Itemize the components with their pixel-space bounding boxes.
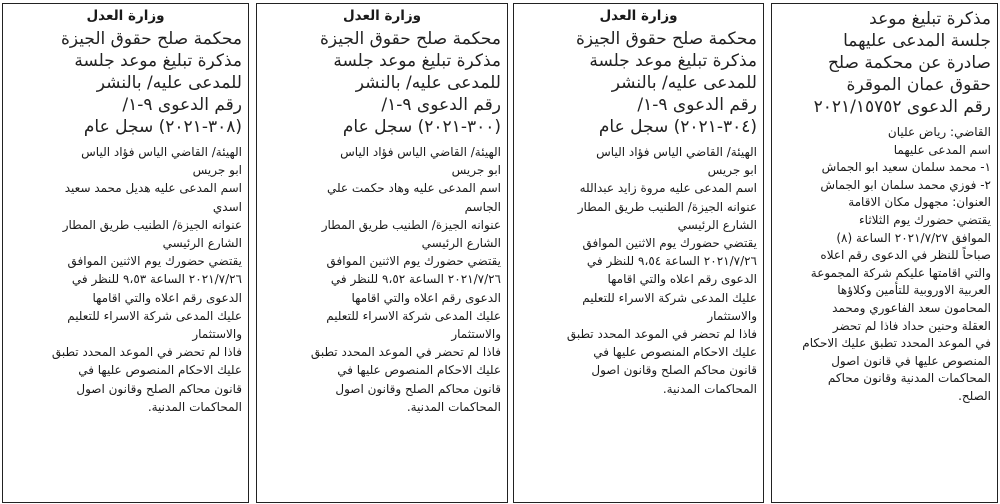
notice-header-line: رقم الدعوى ٩-١/ <box>381 95 501 115</box>
notice-header-line: محكمة صلح حقوق الجيزة <box>319 29 501 49</box>
notice-case-number: (٣٠٨-٢٠٢١) سجل عام <box>83 117 242 137</box>
notice-header-line: رقم الدعوى ٩-١/ <box>637 95 757 115</box>
notice-line: يقتضي حضورك يوم الثلاثاء <box>859 212 991 227</box>
notice-header-line: مذكرة تبليغ موعد جلسة <box>589 51 757 71</box>
notice-line: عليك المدعى شركة الاسراء للتعليم <box>67 308 242 323</box>
notice-line: الصلح. <box>958 388 991 403</box>
notice-line: المحاكمات المدنية وقانون محاكم <box>827 371 991 386</box>
notice-line: ٢٠٢١/٧/٢٦ الساعة ٩،٥٤ للنظر في <box>586 254 757 269</box>
notice-line: والاستثمار <box>707 308 757 323</box>
notice-line: اسدي <box>212 199 242 214</box>
notice-line: عنوانه الجيزة/ الطنيب طريق المطار <box>321 217 501 232</box>
notice-line: والاستثمار <box>192 327 242 342</box>
notice-line: ٢٠٢١/٧/٢٦ الساعة ٩،٥٣ للنظر في <box>71 272 242 287</box>
ministry-title: وزارة العدل <box>342 8 422 24</box>
notice-case-number: (٣٠٠-٢٠٢١) سجل عام <box>342 117 501 137</box>
notice-line: الشارع الرئيسي <box>421 236 501 251</box>
notice-line: الشارع الرئيسي <box>162 236 242 251</box>
notice-line: يقتضي حضورك يوم الاثنين الموافق <box>582 236 757 251</box>
notice-line: الهيئة/ القاضي الياس فؤاد الياس <box>81 145 242 159</box>
notice-line: القاضي: رياض عليان <box>887 125 991 139</box>
notice-header-line: مذكرة تبليغ موعد جلسة <box>74 51 242 71</box>
notice-line: فاذا لم تحضر في الموعد المحدد تطبق <box>51 345 242 360</box>
notice-line: الدعوى رقم اعلاه والتي اقامها <box>92 290 242 305</box>
notice-line: عليك المدعى شركة الاسراء للتعليم <box>326 308 501 323</box>
ministry-title: وزارة العدل <box>86 8 165 24</box>
notice-header-line: للمدعى عليه/ بالنشر <box>611 73 757 93</box>
notice-line: المحاكمات المدنية. <box>662 381 757 396</box>
notice-line: والتي اقامتها عليكم شركة المجموعة <box>810 265 991 280</box>
notice-line: عليك الاحكام المنصوص عليها في <box>337 363 501 378</box>
notice-column-case-308 <box>2 3 249 503</box>
notice-line: عليك الاحكام المنصوص عليها في <box>593 345 757 360</box>
notice-line: قانون محاكم الصلح وقانون اصول <box>335 381 501 396</box>
notice-header-line: للمدعى عليه/ بالنشر <box>96 73 242 93</box>
notice-line: يقتضي حضورك يوم الاثنين الموافق <box>326 254 501 269</box>
notice-header-line: حقوق عمان الموقرة <box>846 75 991 95</box>
notice-line: الدعوى رقم اعلاه والتي اقامها <box>607 272 757 287</box>
notice-line: يقتضي حضورك يوم الاثنين الموافق <box>67 254 242 269</box>
notice-line: العقلة وحنين حداد فاذا لم تحضر <box>832 318 991 333</box>
notice-line: المحاكمات المدنية. <box>147 399 242 414</box>
notice-line: عنوانه الجيزة/ الطنيب طريق المطار <box>577 199 757 214</box>
notice-header-line: محكمة صلح حقوق الجيزة <box>60 29 242 49</box>
notice-header-line: مذكرة تبليغ موعد <box>869 9 991 29</box>
notice-header-line: جلسة المدعى عليهما <box>843 31 991 51</box>
notice-case-number: رقم الدعوى ٢٠٢١/١٥٧٥٢ <box>813 97 991 117</box>
notice-line: فاذا لم تحضر في الموعد المحدد تطبق <box>310 345 501 360</box>
notice-line: العنوان: مجهول مكان الاقامة <box>848 195 991 210</box>
notice-column-case-300 <box>256 3 508 503</box>
notice-header-line: صادرة عن محكمة صلح <box>827 53 991 73</box>
notice-line: ابو جريس <box>192 163 242 178</box>
notice-line: المحاكمات المدنية. <box>406 399 501 414</box>
notice-header-line: للمدعى عليه/ بالنشر <box>355 73 501 93</box>
notice-line: اسم المدعى عليه وهاد حكمت علي <box>326 181 501 196</box>
notice-line: الشارع الرئيسي <box>677 217 757 232</box>
notice-header-line: مذكرة تبليغ موعد جلسة <box>333 51 501 71</box>
notice-line: المحامون سعد الفاعوري ومحمد <box>832 300 991 315</box>
ministry-title: وزارة العدل <box>599 8 678 24</box>
notice-line: الهيئة/ القاضي الياس فؤاد الياس <box>340 145 501 159</box>
notice-line: عليك المدعى شركة الاسراء للتعليم <box>582 290 757 305</box>
notice-line: المنصوص عليها في قانون اصول <box>831 353 991 368</box>
notice-header-line: رقم الدعوى ٩-١/ <box>122 95 242 115</box>
notice-line: فاذا لم تحضر في الموعد المحدد تطبق <box>566 327 757 342</box>
notice-line: قانون محاكم الصلح وقانون اصول <box>591 363 757 378</box>
notice-line: الهيئة/ القاضي الياس فؤاد الياس <box>596 145 757 159</box>
notice-line: صباحاً للنظر في الدعوى رقم اعلاه <box>820 248 991 263</box>
notice-line: ٢- فوزي محمد سلمان ابو الجماش <box>820 177 991 192</box>
notice-column-case-304 <box>513 3 764 503</box>
notice-line: قانون محاكم الصلح وقانون اصول <box>76 381 242 396</box>
notice-line: الموافق ٢٠٢١/٧/٢٧ الساعة (٨) <box>836 230 991 245</box>
notice-line: في الموعد المحدد تطبق عليك الاحكام <box>802 336 991 351</box>
notice-line: اسم المدعى عليه مروة زايد عبدالله <box>579 181 757 196</box>
notice-line: والاستثمار <box>451 327 501 342</box>
notice-line: ٢٠٢١/٧/٢٦ الساعة ٩،٥٢ للنظر في <box>330 272 501 287</box>
notice-line: اسم المدعى عليهما <box>893 142 991 157</box>
notice-line: ١- محمد سلمان سعيد ابو الجماش <box>821 160 991 175</box>
notice-line: ابو جريس <box>707 163 757 178</box>
notice-line: عليك الاحكام المنصوص عليها في <box>78 363 242 378</box>
notice-line: الجاسم <box>464 199 501 214</box>
notice-column-amman <box>771 3 998 503</box>
notice-line: ابو جريس <box>451 163 501 178</box>
notice-line: العربية الاوروبية للتأمين وكلاؤها <box>837 283 991 298</box>
notice-header-line: محكمة صلح حقوق الجيزة <box>575 29 757 49</box>
notice-line: عنوانه الجيزة/ الطنيب طريق المطار <box>62 217 242 232</box>
notice-case-number: (٣٠٤-٢٠٢١) سجل عام <box>598 117 757 137</box>
notice-line: اسم المدعى عليه هديل محمد سعيد <box>64 181 242 196</box>
notice-line: الدعوى رقم اعلاه والتي اقامها <box>351 290 501 305</box>
